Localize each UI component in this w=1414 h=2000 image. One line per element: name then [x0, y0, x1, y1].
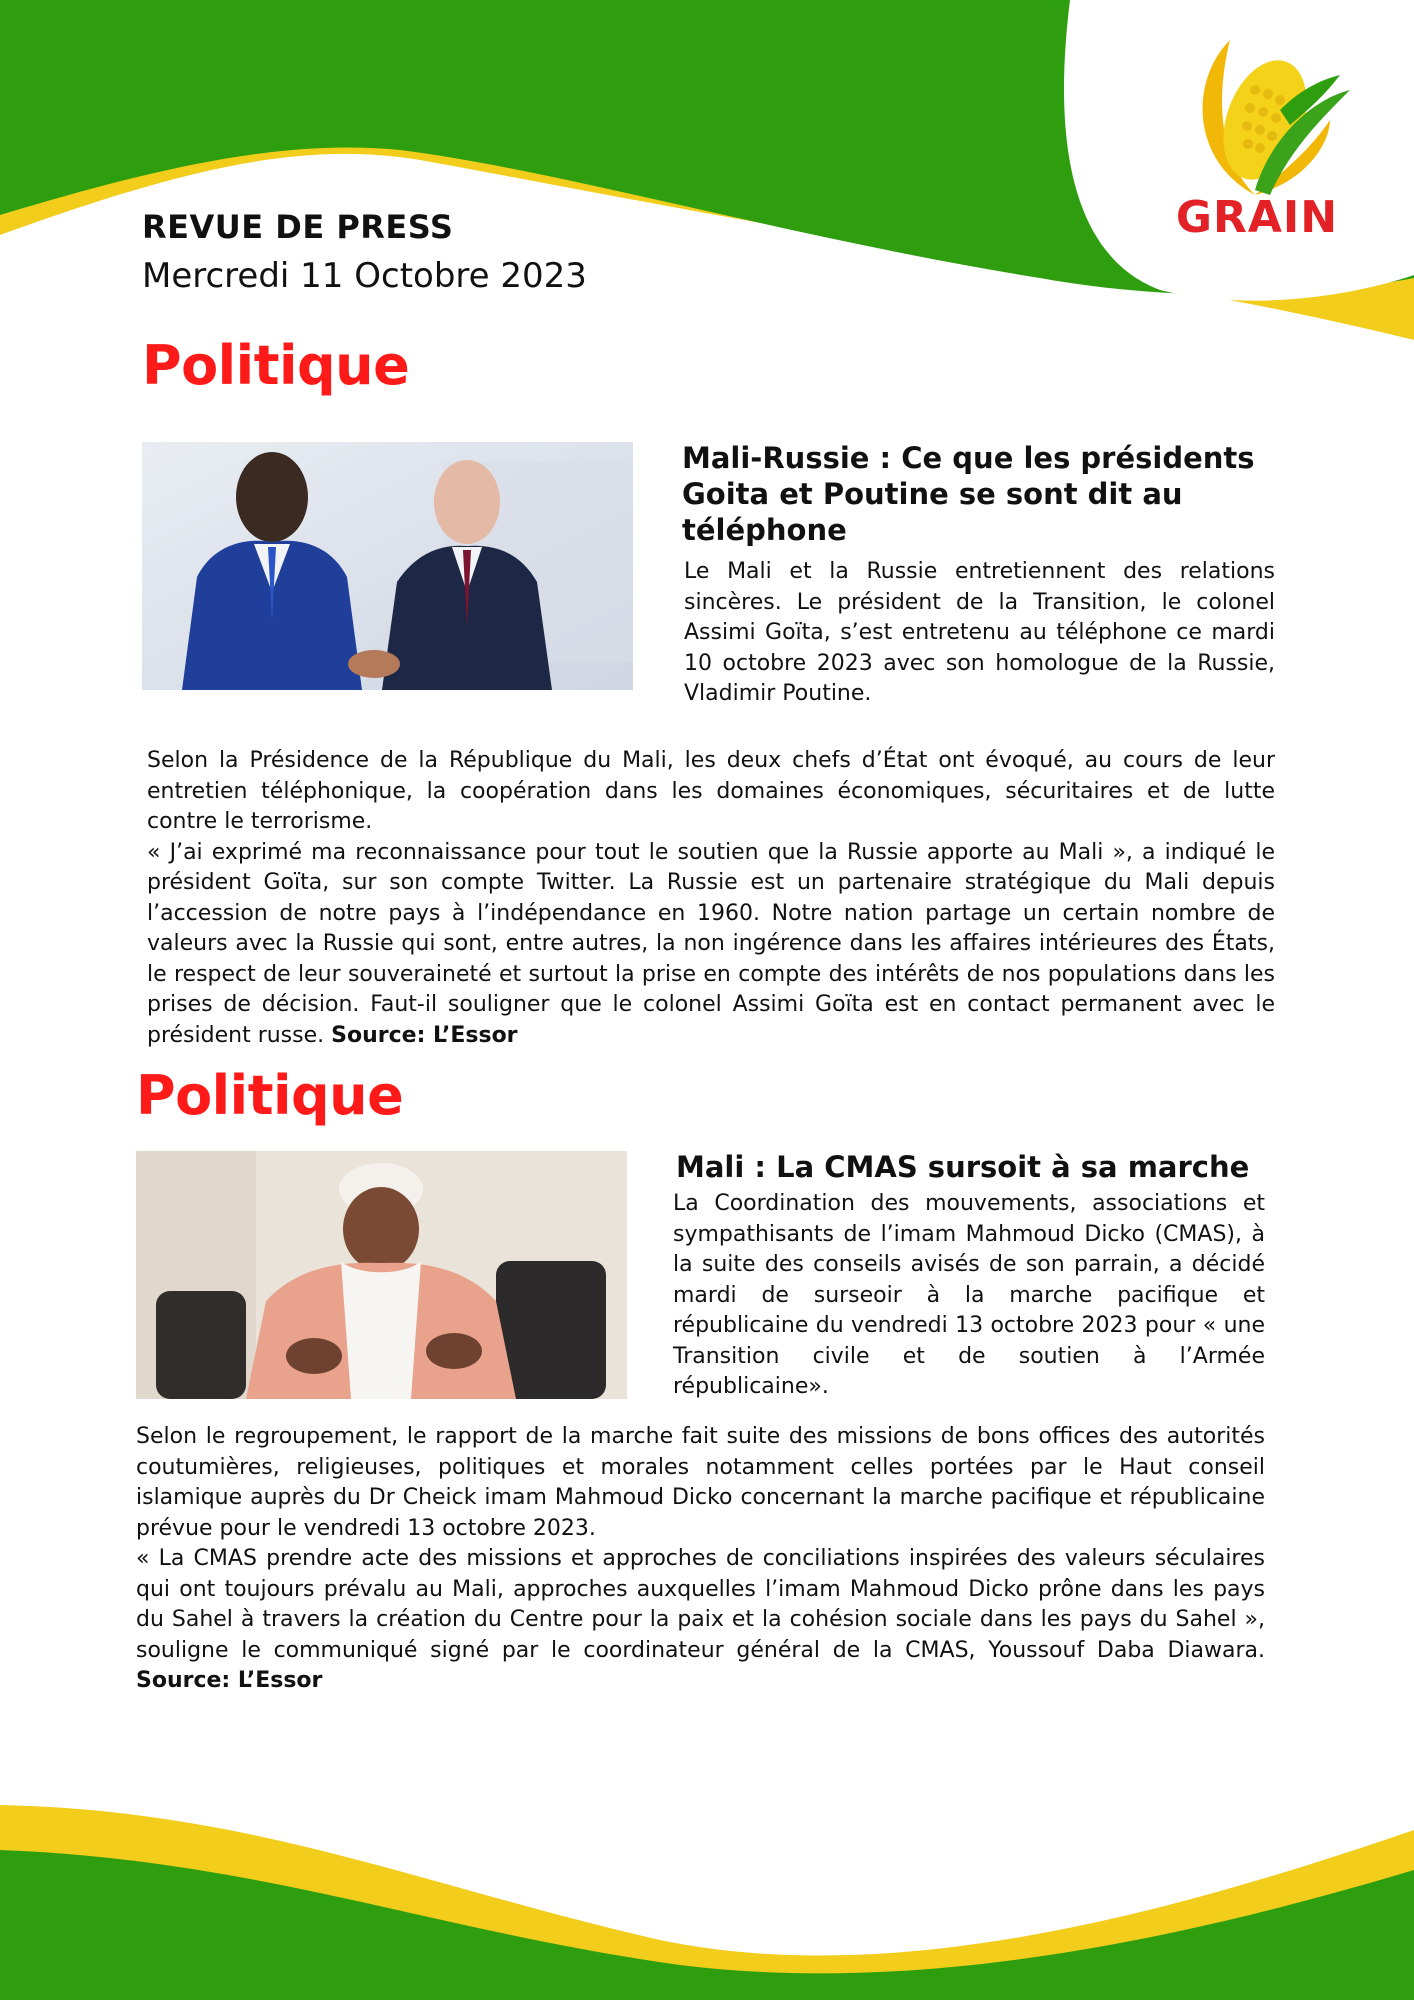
imam-seated-photo-icon	[136, 1151, 627, 1399]
grain-logo-text: GRAIN	[1175, 192, 1339, 243]
article-body-text: « La CMAS prendre acte des missions et approches de conciliations inspirées des valeurs séculaires qui ont toujours prévalu au Mali, approches auxquelles l’imam Mahmoud Dicko prône dans les pays du Sahel à travers la création du Centre pour la paix et la cohésion sociale dans les pays du Sahel », souligne le communiqué signé par le coordinateur général de la CMAS, Youssouf Daba Diawara.	[136, 1546, 1265, 1663]
article-headline: Mali-Russie : Ce que les présidents Goita et Poutine se sont dit au téléphone	[682, 441, 1255, 547]
article-source: Source: L’Essor	[136, 1668, 323, 1693]
article-headline: Mali : La CMAS sursoit à sa marche	[676, 1150, 1250, 1184]
article-body-paragraph: Selon la Présidence de la République du Mali, les deux chefs d’État ont évoqué, au cours de leur entretien téléphonique, la coopération dans les domaines économiques, sécuritaires et de lutte contre le terrorisme.	[147, 748, 1275, 834]
article-photo	[136, 1151, 627, 1399]
article-lead: Le Mali et la Russie entretiennent des relations sincères. Le président de la Transition, le colonel Assimi Goïta, s’est entretenu au téléphone ce mardi 10 octobre 2023 avec son homologue de la Russie, Vladimir Poutine.	[684, 559, 1275, 706]
section-title-politique: Politique	[136, 1064, 404, 1127]
two-presidents-handshake-photo-icon	[142, 442, 633, 690]
revue-de-press-label: REVUE DE PRESS	[142, 208, 454, 246]
article-body-text: « J’ai exprimé ma reconnaissance pour tout le soutien que la Russie apporte au Mali », a indiqué le président Goïta, sur son compte Twitter. La Russie est un partenaire stratégique du Mali depuis l’accession de notre pays à l’indépendance en 1960. Notre nation partage un certain nombre de valeurs avec la Russie qui sont, entre autres, la non ingérence dans les affaires intérieures des États, le respect de leur souveraineté et surtout la prise en compte des intérêts de nos populations dans les prises de décision. Faut-il souligner que le colonel Assimi Goïta est en contact permanent avec le président russe.	[147, 839, 1275, 1048]
article-body	[147, 746, 1275, 1051]
article-photo	[142, 442, 633, 690]
publication-date: Mercredi 11 Octobre 2023	[142, 256, 587, 296]
footer-wave-decoration	[0, 1790, 1414, 2000]
article-lead: La Coordination des mouvements, associations et sympathisants de l’imam Mahmoud Dicko (CMAS), à la suite des conseils avisés de son parrain, a décidé mardi de surseoir à la marche pacifique et républicaine du vendredi 13 octobre 2023 pour « une Transition civile et de soutien à l’Armée républicaine».	[673, 1191, 1265, 1399]
article-body-paragraph-with-source	[147, 838, 1275, 1052]
article-body	[136, 1422, 1265, 1697]
section-title-politique: Politique	[142, 334, 410, 397]
article-source: Source: L’Essor	[331, 1022, 518, 1048]
article-body-paragraph-with-source	[136, 1544, 1265, 1697]
article-body-paragraph: Selon le regroupement, le rapport de la marche fait suite des missions de bons offices des autorités coutumières, religieuses, politiques et morales notamment celles portées par le Haut conseil islamique auprès du Dr Cheick imam Mahmoud Dicko concernant la marche pacifique et républicaine prévue pour le vendredi 13 octobre 2023.	[136, 1424, 1265, 1541]
